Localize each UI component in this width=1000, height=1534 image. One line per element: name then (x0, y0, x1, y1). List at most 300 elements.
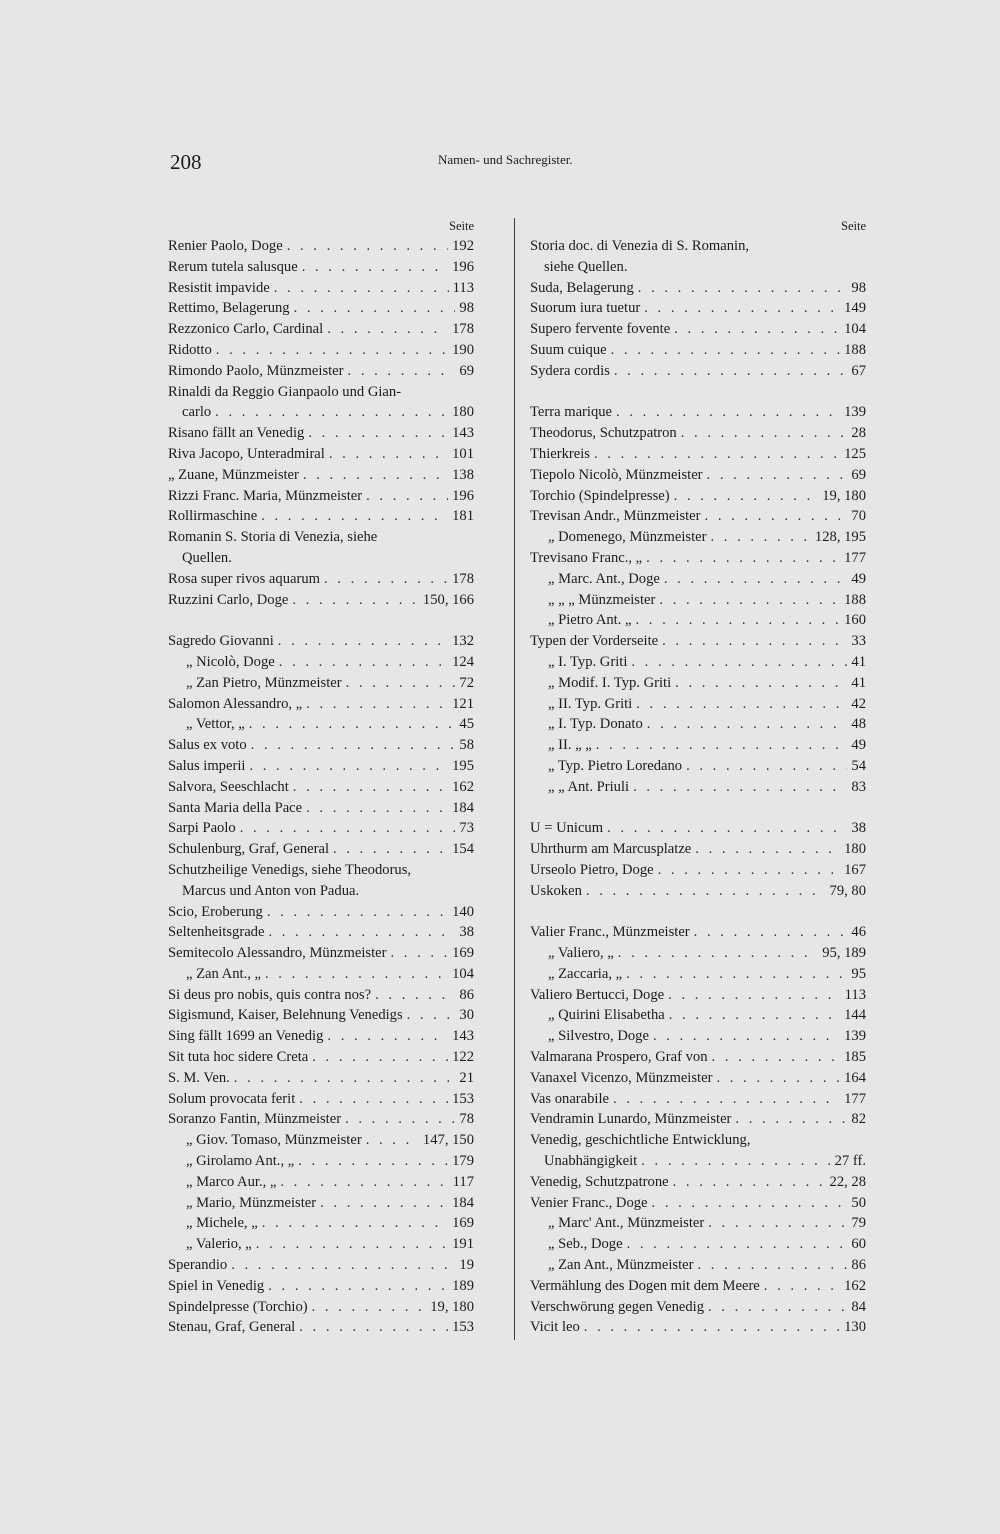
dot-leader (659, 590, 840, 611)
page-reference: 124 (452, 653, 474, 670)
dot-leader (308, 423, 448, 444)
index-entry (168, 278, 474, 299)
page-reference: 153 (452, 1090, 474, 1107)
index-entry (168, 1068, 474, 1089)
page-reference: 49 (851, 737, 866, 754)
page-reference: 160 (844, 612, 866, 629)
entry-term: Suda, Belagerung (530, 279, 634, 296)
entry-term: Urseolo Pietro, Doge (530, 861, 654, 878)
dot-leader (279, 652, 448, 673)
entry-term: Venedig, geschichtliche Entwicklung, (530, 1132, 751, 1149)
index-entry (530, 1193, 866, 1214)
index-entry (168, 1026, 474, 1047)
dot-leader (686, 756, 847, 777)
page-reference: 46 (851, 924, 866, 941)
index-entry (530, 694, 866, 715)
entry-term: Sigismund, Kaiser, Belehnung Venedigs (168, 1007, 403, 1024)
index-entry (168, 631, 474, 652)
entry-term: S. M. Ven. (168, 1069, 230, 1086)
index-entry (530, 1276, 866, 1297)
entry-term: Salus imperii (168, 757, 246, 774)
dot-leader (611, 340, 840, 361)
entry-term: Storia doc. di Venezia di S. Romanin, (530, 238, 750, 254)
index-entry (530, 735, 866, 756)
dot-leader (618, 943, 818, 964)
page-reference: 196 (452, 258, 474, 275)
dot-leader (705, 506, 848, 527)
index-entry (168, 1234, 474, 1255)
dot-leader (327, 319, 448, 340)
index-entry (530, 714, 866, 735)
dot-leader (299, 1089, 448, 1110)
index-entry (168, 1047, 474, 1068)
dot-leader (664, 569, 848, 590)
page-reference: 188 (844, 591, 866, 608)
page-reference: 195 (452, 757, 474, 774)
dot-leader (596, 735, 848, 756)
dot-leader (652, 1193, 848, 1214)
dot-leader (287, 236, 448, 257)
entry-term: Sing fällt 1699 an Venedig (168, 1028, 324, 1045)
page-reference: 21 (459, 1069, 474, 1086)
page-reference: 132 (452, 633, 474, 650)
index-entry (530, 652, 866, 673)
index-entry (168, 486, 474, 507)
index-entry (168, 236, 474, 257)
index-entry (530, 631, 866, 652)
dot-leader (631, 652, 847, 673)
page-reference: 104 (844, 321, 866, 338)
entry-term: „ I. Typ. Donato (548, 716, 643, 733)
index-entry (530, 1109, 866, 1130)
index-entry (530, 860, 866, 881)
index-entry (530, 1089, 866, 1110)
dot-leader (346, 673, 456, 694)
page-reference: 192 (452, 238, 474, 254)
index-entry (530, 340, 866, 361)
page-reference: 95, 189 (822, 945, 866, 962)
page-reference: 38 (851, 820, 866, 837)
dot-leader (251, 735, 456, 756)
page-reference: 79, 80 (829, 882, 866, 899)
entry-term: „ „ Ant. Priuli (548, 778, 630, 795)
index-entry (168, 756, 474, 777)
page-reference: 67 (851, 362, 866, 379)
dot-leader (675, 673, 847, 694)
dot-leader (320, 1193, 448, 1214)
page-reference: 33 (851, 633, 866, 650)
index-entry (168, 860, 474, 902)
dot-leader (329, 444, 448, 465)
page-reference: 178 (452, 321, 474, 338)
index-entry (530, 1234, 866, 1255)
entry-term: Salvora, Seeschlacht (168, 778, 289, 795)
entry-term: Scio, Eroberung (168, 903, 263, 920)
page-number: 208 (170, 150, 202, 174)
dot-leader (616, 402, 840, 423)
dot-leader (249, 756, 448, 777)
index-entry (530, 236, 866, 278)
page-reference: 95 (851, 965, 866, 982)
dot-leader (735, 1109, 847, 1130)
entry-term: Rezzonico Carlo, Cardinal (168, 321, 324, 338)
index-entry (168, 1276, 474, 1297)
entry-term: Soranzo Fantin, Münzmeister (168, 1111, 342, 1128)
dot-leader (658, 860, 840, 881)
dot-leader (390, 943, 448, 964)
index-entry (168, 590, 474, 611)
page-reference: 149 (844, 300, 866, 317)
page-reference: 113 (452, 279, 474, 296)
index-entry (530, 569, 866, 590)
entry-term: „ Zaccaria, „ (548, 965, 623, 982)
dot-leader (262, 1213, 448, 1234)
dot-leader (294, 298, 456, 319)
dot-leader (256, 1234, 448, 1255)
entry-term: Rizzi Franc. Maria, Münzmeister (168, 487, 363, 504)
dot-leader (302, 257, 448, 278)
page-reference: 191 (452, 1236, 474, 1253)
index-entry (530, 423, 866, 444)
page-reference: 154 (452, 841, 474, 858)
index-entry (168, 1109, 474, 1130)
entry-term: Torchio (Spindelpresse) (530, 487, 670, 504)
index-entry (530, 1068, 866, 1089)
page-reference: 185 (844, 1049, 866, 1066)
entry-term: „ Girolamo Ant., „ (186, 1153, 295, 1170)
entry-term: Renier Paolo, Doge (168, 238, 283, 254)
entry-term: Sydera cordis (530, 362, 610, 379)
page-reference: 41 (851, 674, 866, 691)
index-column-right (530, 217, 866, 1338)
dot-leader (712, 1047, 841, 1068)
entry-term: Santa Maria della Pace (168, 799, 303, 816)
index-entry (168, 839, 474, 860)
page-reference: 178 (452, 570, 474, 587)
section-gap (530, 902, 866, 923)
index-entry (168, 1089, 474, 1110)
page-reference: 86 (851, 1257, 866, 1274)
dot-leader (234, 1068, 456, 1089)
dot-leader (312, 1047, 448, 1068)
index-entry (168, 798, 474, 819)
index-entry (168, 922, 474, 943)
index-entry (168, 361, 474, 382)
entry-term: Vermählung des Dogen mit dem Meere (530, 1277, 760, 1294)
index-entry (530, 610, 866, 631)
entry-term: Trevisan Andr., Münzmeister (530, 508, 701, 525)
entry-list-right (530, 236, 866, 1338)
index-entry (168, 694, 474, 715)
dot-leader (268, 922, 455, 943)
index-entry (168, 1317, 474, 1338)
entry-term: Solum provocata ferit (168, 1090, 296, 1107)
entry-term: Spindelpresse (Torchio) (168, 1298, 308, 1315)
dot-leader (327, 1026, 448, 1047)
entry-term: „ Zan Ant., „ (186, 965, 261, 982)
dot-leader (345, 1109, 455, 1130)
entry-term: Sit tuta hoc sidere Creta (168, 1049, 309, 1066)
dot-leader (638, 278, 848, 299)
entry-term: Valiero Bertucci, Doge (530, 986, 665, 1003)
index-entry (168, 1193, 474, 1214)
index-entry (530, 278, 866, 299)
page-reference: 190 (452, 341, 474, 358)
page-reference: 58 (459, 737, 474, 754)
index-entry (168, 1213, 474, 1234)
entry-term: „ Domenego, Münzmeister (548, 529, 707, 546)
dot-leader (586, 881, 826, 902)
page-reference: 60 (851, 1236, 866, 1253)
entry-term: „ Valerio, „ (186, 1236, 252, 1253)
index-entry (168, 1151, 474, 1172)
index-entry (168, 964, 474, 985)
index-entry (530, 1172, 866, 1193)
page-reference: 162 (452, 778, 474, 795)
index-entry (530, 922, 866, 943)
dot-leader (681, 423, 848, 444)
entry-term: „ Nicolò, Doge (186, 653, 275, 670)
index-entry (168, 257, 474, 278)
page-reference: 73 (459, 820, 474, 837)
entry-term-continued: carlo (182, 404, 212, 421)
entry-term: „ Silvestro, Doge (548, 1028, 649, 1045)
index-entry (168, 569, 474, 590)
entry-term: „ Vettor, „ (186, 716, 245, 733)
dot-leader (594, 444, 840, 465)
entry-term: Risano fällt an Venedig (168, 425, 305, 442)
entry-term: Resistit impavide (168, 279, 270, 296)
index-entry (168, 818, 474, 839)
page-reference: 169 (452, 1215, 474, 1232)
index-column-left (168, 217, 474, 1338)
page-reference: 189 (452, 1277, 474, 1294)
index-entry (168, 902, 474, 923)
page-reference: 128, 195 (814, 529, 866, 546)
dot-leader (278, 631, 448, 652)
index-entry (530, 943, 866, 964)
page-reference: 121 (452, 695, 474, 712)
index-entry (168, 1130, 474, 1151)
dot-leader (626, 964, 847, 985)
index-entry (530, 361, 866, 382)
entry-term: „ Michele, „ (186, 1215, 258, 1232)
page-reference: 54 (851, 757, 866, 774)
dot-leader (268, 1276, 448, 1297)
entry-term: Semitecolo Alessandro, Münzmeister (168, 945, 387, 962)
index-entry (168, 298, 474, 319)
entry-term: Salus ex voto (168, 737, 247, 754)
dot-leader (366, 1130, 419, 1151)
dot-leader (375, 985, 455, 1006)
entry-term: Ruzzini Carlo, Doge (168, 591, 289, 608)
entry-term: Ridotto (168, 341, 212, 358)
entry-term: „ Zan Pietro, Münzmeister (186, 674, 342, 691)
index-entry (530, 1047, 866, 1068)
page-reference: 38 (459, 924, 474, 941)
dot-leader (407, 1005, 456, 1026)
page-reference: 196 (452, 487, 474, 504)
entry-term: Rinaldi da Reggio Gianpaolo und Gian- (168, 383, 402, 400)
dot-leader (716, 1068, 840, 1089)
dot-leader (261, 506, 448, 527)
entry-term: Seltenheitsgrade (168, 924, 265, 941)
index-entry (530, 881, 866, 902)
page-reference: 113 (844, 986, 866, 1003)
page-reference: 143 (452, 1028, 474, 1045)
page-reference: 49 (851, 570, 866, 587)
page-reference: 19 (459, 1257, 474, 1274)
index-entry (530, 673, 866, 694)
index-entry (530, 964, 866, 985)
page-reference: 83 (851, 778, 866, 795)
dot-leader (240, 818, 456, 839)
page-reference: 180 (452, 404, 474, 421)
page-reference: 104 (452, 965, 474, 982)
page-reference: 139 (844, 404, 866, 421)
dot-leader (366, 486, 448, 507)
page-reference: 147, 150 (422, 1132, 474, 1149)
index-entry (530, 1005, 866, 1026)
dot-leader (695, 839, 840, 860)
page-reference: 122 (452, 1049, 474, 1066)
entry-term: „ Marc' Ant., Münzmeister (548, 1215, 705, 1232)
entry-term: U = Unicum (530, 820, 604, 837)
section-gap (168, 610, 474, 631)
index-entry (168, 943, 474, 964)
page-reference: 188 (844, 341, 866, 358)
index-entry (168, 1172, 474, 1193)
entry-term: „ Zan Ant., Münzmeister (548, 1257, 694, 1274)
dot-leader (306, 798, 448, 819)
entry-term: Rimondo Paolo, Münzmeister (168, 362, 344, 379)
index-entry (168, 673, 474, 694)
dot-leader (644, 298, 840, 319)
dot-leader (707, 465, 848, 486)
page-reference: 19, 180 (822, 487, 866, 504)
page-reference: 180 (844, 841, 866, 858)
page-reference: 140 (452, 903, 474, 920)
entry-term: Trevisano Franc., „ (530, 549, 643, 566)
dot-leader (674, 486, 819, 507)
index-entry (168, 1255, 474, 1276)
page-reference: 150, 166 (422, 591, 474, 608)
page-reference: 98 (459, 300, 474, 317)
dot-leader (303, 465, 448, 486)
index-entry (168, 506, 474, 527)
dot-leader (299, 1317, 448, 1338)
running-head: Namen- und Sachregister. (438, 152, 573, 167)
page-reference: 162 (844, 1277, 866, 1294)
page-reference: 86 (459, 986, 474, 1003)
index-entry (530, 548, 866, 569)
dot-leader (312, 1297, 427, 1318)
dot-leader (646, 548, 840, 569)
dot-leader (673, 1172, 826, 1193)
index-entry (530, 985, 866, 1006)
index-entry (530, 506, 866, 527)
page-reference: 42 (851, 695, 866, 712)
dot-leader (764, 1276, 840, 1297)
dot-leader (306, 694, 448, 715)
entry-term-continued: Quellen. (182, 549, 232, 566)
dot-leader (710, 527, 810, 548)
page-reference: 69 (459, 362, 474, 379)
page-reference: 169 (452, 945, 474, 962)
page-reference: 130 (844, 1319, 866, 1336)
dot-leader (698, 1255, 848, 1276)
entry-term: Vicit leo (530, 1319, 580, 1336)
entry-term: „ Marco Aur., „ (186, 1173, 277, 1190)
index-entry (168, 319, 474, 340)
page-reference: 177 (844, 1090, 866, 1107)
index-entry (168, 423, 474, 444)
entry-term: Rosa super rivos aquarum (168, 570, 320, 587)
index-entry (530, 298, 866, 319)
index-entry (530, 1130, 866, 1172)
page-reference: 164 (844, 1069, 866, 1086)
page-reference: 153 (452, 1319, 474, 1336)
dot-leader (274, 278, 449, 299)
section-gap (530, 382, 866, 403)
entry-term: Si deus pro nobis, quis contra nos? (168, 986, 372, 1003)
entry-term: Sagredo Giovanni (168, 633, 274, 650)
entry-term: „ Mario, Münzmeister (186, 1194, 317, 1211)
index-entry (168, 1005, 474, 1026)
index-entry (530, 1317, 866, 1338)
page-reference: 125 (844, 445, 866, 462)
dot-leader (674, 319, 840, 340)
entry-term: „ II. Typ. Griti (548, 695, 633, 712)
entry-term: „ II. „ „ (548, 737, 592, 754)
page-reference: 98 (851, 279, 866, 296)
entry-term: Vanaxel Vicenzo, Münzmeister (530, 1069, 713, 1086)
entry-term: Verschwörung gegen Venedig (530, 1298, 704, 1315)
dot-leader (280, 1172, 448, 1193)
index-entry (530, 1297, 866, 1318)
index-entry (530, 444, 866, 465)
entry-term: Rollirmaschine (168, 508, 258, 525)
page-reference: 19, 180 (430, 1298, 474, 1315)
entry-term-continued: Marcus und Anton von Padua. (182, 882, 360, 899)
page-reference: 69 (851, 466, 866, 483)
entry-term: Salomon Alessandro, „ (168, 695, 303, 712)
entry-term: Schutzheilige Venedigs, siehe Theodorus, (168, 861, 412, 878)
page-reference: 144 (844, 1007, 866, 1024)
page-reference: 184 (452, 1194, 474, 1211)
entry-term: Uskoken (530, 882, 582, 899)
entry-term-continued: siehe Quellen. (544, 258, 628, 275)
dot-leader (633, 777, 847, 798)
entry-term: „ Zuane, Münzmeister (168, 466, 299, 483)
page-reference: 27 ff. (834, 1153, 866, 1170)
entry-term: „ Giov. Tomaso, Münzmeister (186, 1132, 362, 1149)
dot-leader (215, 402, 448, 423)
entry-term: Valmarana Prospero, Graf von (530, 1049, 708, 1066)
page-reference: 70 (851, 508, 866, 525)
index-entry (168, 652, 474, 673)
dot-leader (613, 1089, 840, 1110)
dot-leader (348, 361, 456, 382)
dot-leader (647, 714, 848, 735)
entry-term: Romanin S. Storia di Venezia, siehe (168, 529, 378, 546)
dot-leader (708, 1213, 847, 1234)
dot-leader (584, 1317, 840, 1338)
page-reference: 28 (851, 425, 866, 442)
index-entry (530, 777, 866, 798)
index-entry (530, 1026, 866, 1047)
entry-term: Schulenburg, Graf, General (168, 841, 330, 858)
